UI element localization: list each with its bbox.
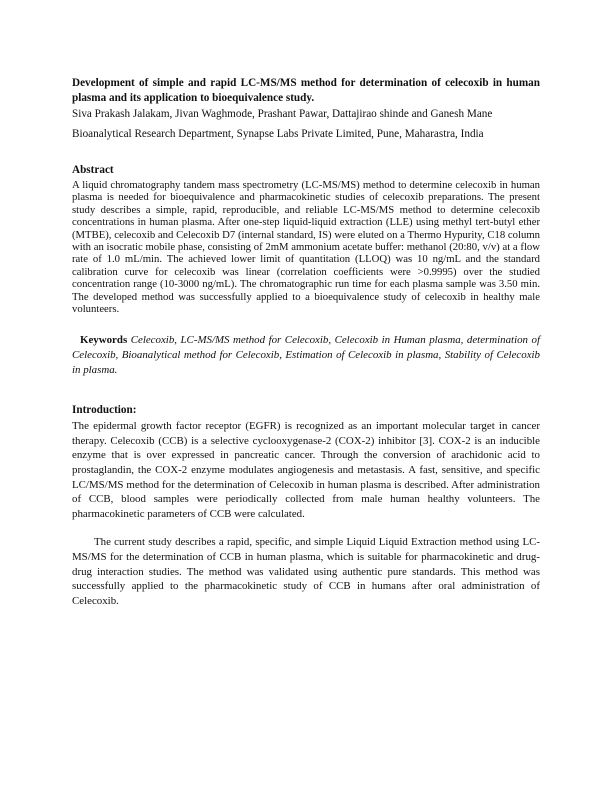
author-list: Siva Prakash Jalakam, Jivan Waghmode, Prashant Pawar, Dattajirao shinde and Ganesh Mane [72,108,493,120]
abstract-heading: Abstract [72,164,114,176]
paper-title: Development of simple and rapid LC-MS/MS method for determination of celecoxib in human plasma and its application to bioequivalence study. [72,77,540,104]
introduction-paragraph-1: The epidermal growth factor receptor (EGFR) is recognized as an important molecular target in cancer therapy. Celecoxib (CCB) is a selective cyclooxygenase-2 (COX-2) inhibitor [3]. COX-2 is an inducible enzyme that is over expressed in pancreatic cancer. Through the conversion of arachidonic acid to prostaglandin, the COX-2 enzyme modulates angiogenesis and metastasis. A fast, sensitive, and specific LC/MS/MS method for the determination of Celecoxib in human plasma is described. After administration of CCB, blood samples were periodically collected from male human healthy volunteers. The pharmacokinetic parameters of CCB were calculated. [72,420,540,520]
introduction-heading: Introduction: [72,404,137,417]
abstract-section [72,163,540,315]
keywords-label: Keywords [80,334,128,347]
affiliation: Bioanalytical Research Department, Synapse Labs Private Limited, Pune, Maharastra, India [72,127,484,140]
keywords-text: Celecoxib, LC-MS/MS method for Celecoxib, Celecoxib in Human plasma, determination of Celecoxib, Bioanalytical method for Celecoxib, Estimation of Celecoxib in plasma, Stability of Celecoxib in plasma. [72,334,540,376]
abstract-text: A liquid chromatography tandem mass spectrometry (LC-MS/MS) method to determine celecoxib in human plasma is needed for bioequivalence and pharmacokinetic studies of celecoxib preparations. The present study describes a simple, rapid, reproducible, and reliable LC-MS/MS method to determine celecoxib concentrations in human plasma. After one-step liquid-liquid extraction (LLE) using methyl tert-butyl ether (MTBE), celecoxib and Celecoxib D7 (internal standard, IS) were eluted on a Thermo Hypurity, C18 column with an isocratic mobile phase, consisting of 2mM ammonium acetate buffer: methanol (20:80, v/v) at a flow rate of 1.0 mL/min. The achieved lower limit of quantitation (LLOQ) was 10 ng/mL and the standard calibration curve for celecoxib was linear (correlation coefficients were >0.9995) over the studied concentration range (10-3000 ng/mL). The chromatographic run time for each plasma sample was 3.50 min. The developed method was successfully applied to a bioequivalence study of celecoxib in healthy male volunteers. [72,179,540,316]
paper-page [72,76,540,608]
introduction-section [72,403,540,608]
keywords-section [72,333,540,377]
introduction-paragraph-2: The current study describes a rapid, specific, and simple Liquid Liquid Extraction method using LC-MS/MS for the determination of CCB in human plasma, which is suitable for pharmacokinetic and drug-drug interaction studies. The method was validated using authentic pure standards. This method was successfully applied to the pharmacokinetic study of CCB in humans after oral administration of Celecoxib. [72,536,540,607]
